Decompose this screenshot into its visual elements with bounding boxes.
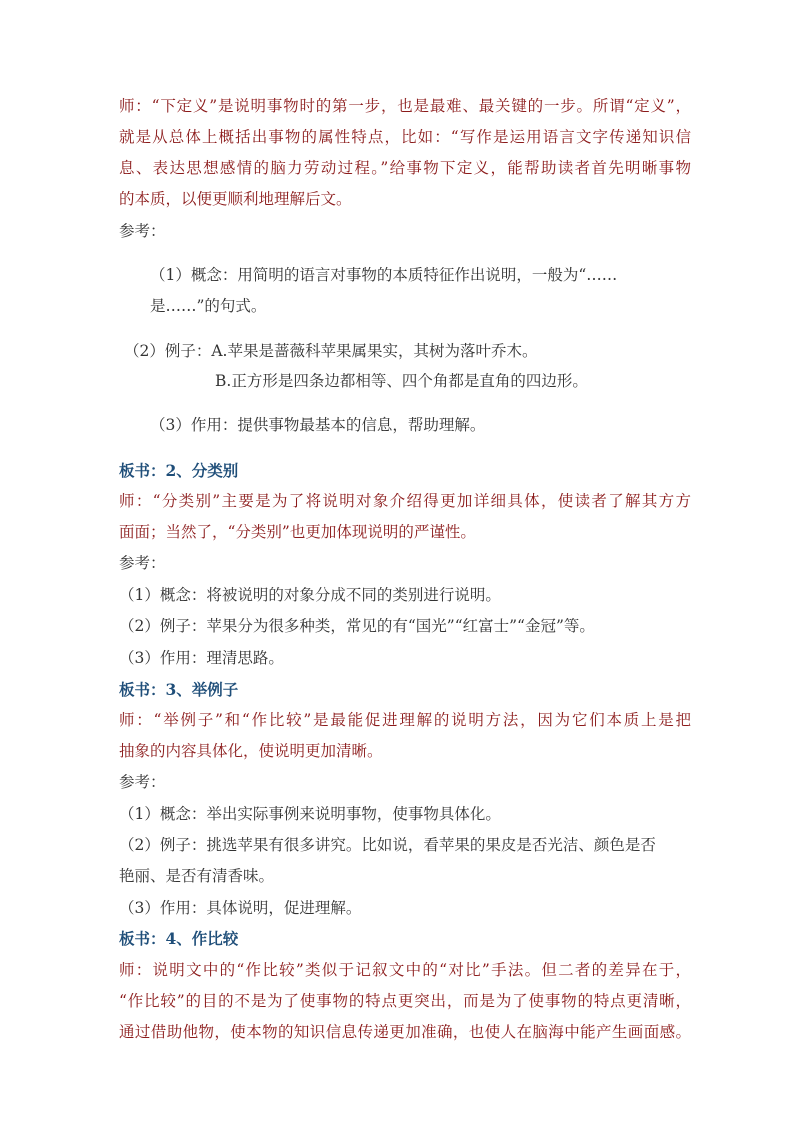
intro-line-3: 息、表达思想感情的脑力劳动过程。”给事物下定义，能帮助读者首先明晰事物 — [119, 159, 691, 177]
section2-line-1: 师：“分类别”主要是为了将说明对象介绍得更加详细具体，使读者了解其方方 — [119, 492, 691, 510]
section4-line-1: 师：说明文中的“作比较”类似于记叙文中的“对比”手法。但二者的差异在于， — [119, 961, 691, 979]
section2-effect: （3）作用：理清思路。 — [119, 649, 284, 667]
definition-example-b: B.正方形是四条边都相等、四个角都是直角的四边形。 — [215, 372, 588, 390]
definition-effect: （3）作用：提供事物最基本的信息，帮助理解。 — [150, 416, 486, 434]
section3-concept: （1）概念：举出实际事例来说明事物，使事物具体化。 — [119, 805, 501, 823]
section2-example: （2）例子：苹果分为很多种类，常见的有“国光”“红富士”“金冠”等。 — [119, 617, 595, 635]
section3-ref-label: 参考： — [119, 773, 166, 791]
intro-line-1: 师：“下定义”是说明事物时的第一步，也是最难、最关键的一步。所谓“定义”， — [119, 97, 691, 115]
section3-effect: （3）作用：具体说明，促进理解。 — [119, 899, 362, 917]
section2-ref-label: 参考： — [119, 554, 166, 572]
definition-example-a: （2）例子：A.苹果是蔷薇科苹果属果实，其树为落叶乔木。 — [124, 342, 538, 360]
intro-line-2: 就是从总体上概括出事物的属性特点，比如：“写作是运用语言文字传递知识信 — [119, 128, 691, 146]
definition-concept-line-1: （1）概念：用简明的语言对事物的本质特征作出说明，一般为“…… — [150, 266, 618, 284]
section3-example-line-2: 艳丽、是否有清香味。 — [119, 867, 275, 885]
intro-ref-label: 参考： — [119, 222, 166, 240]
intro-line-4: 的本质，以便更顺利地理解后文。 — [119, 190, 352, 208]
section4-line-3: 通过借助他物，使本物的知识信息传递更加准确，也使人在脑海中能产生画面感。 — [119, 1023, 691, 1041]
section3-line-2: 抽象的内容具体化，使说明更加清晰。 — [119, 742, 383, 760]
section2-line-2: 面面；当然了，“分类别”也更加体现说明的严谨性。 — [119, 523, 476, 541]
section3-example-line-1: （2）例子：挑选苹果有很多讲究。比如说，看苹果的果皮是否光洁、颜色是否 — [119, 836, 656, 854]
section3-heading: 板书：3、举例子 — [119, 680, 239, 699]
section4-line-2: “作比较”的目的不是为了使事物的特点更突出，而是为了使事物的特点更清晰， — [119, 992, 691, 1010]
section4-heading: 板书：4、作比较 — [119, 929, 239, 948]
section3-line-1: 师：“举例子”和“作比较”是最能促进理解的说明方法，因为它们本质上是把 — [119, 711, 691, 729]
section2-heading: 板书：2、分类别 — [119, 461, 239, 480]
definition-concept-line-2: 是……”的句式。 — [150, 297, 267, 315]
section2-concept: （1）概念：将被说明的对象分成不同的类别进行说明。 — [119, 586, 501, 604]
